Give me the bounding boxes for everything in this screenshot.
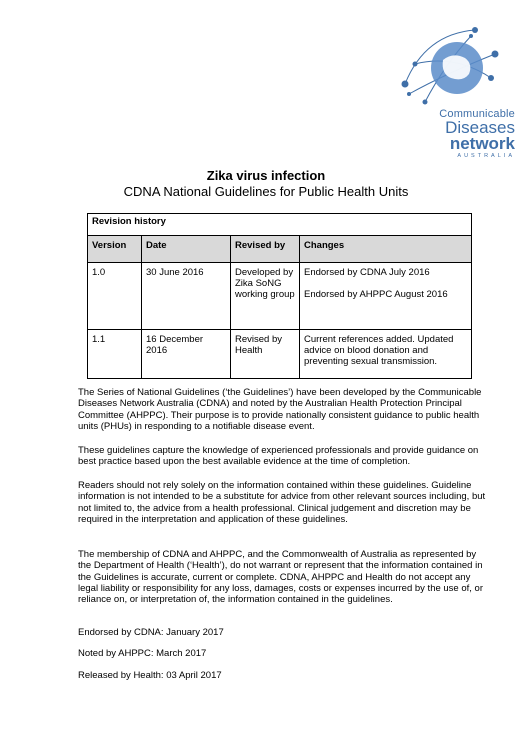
cdna-logo (385, 24, 515, 164)
header-revised-by: Revised by (231, 236, 300, 263)
change-item: Endorsed by CDNA July 2016 (304, 267, 430, 278)
released-by-health: Released by Health: 03 April 2017 (78, 670, 222, 681)
endorsed-by-cdna: Endorsed by CDNA: January 2017 (78, 627, 224, 638)
document-title: Zika virus infection (206, 168, 326, 183)
cell-revised-by: Revised by Health (231, 330, 300, 379)
change-item: Endorsed by AHPPC August 2016 (304, 289, 448, 300)
paragraph-purpose: The Series of National Guidelines (‘the Guidelines’) have been developed by the Communicable Diseases Network Australia (CDNA) and noted by the Australian Health Protection Principal Committee (AHPPC). Their purpose is to provide nationally consistent guidance to public health units (PHUs) in responding to a notifiable disease event. (78, 387, 482, 432)
revision-history-caption: Revision history (88, 214, 472, 236)
document-subtitle: CDNA National Guidelines for Public Health Units (123, 184, 409, 199)
table-header-row (88, 236, 472, 263)
header-changes: Changes (300, 236, 472, 263)
paragraph-knowledge: These guidelines capture the knowledge of experienced professionals and provide guidance on best practice based upon the best available evidence at the time of completion. (78, 445, 479, 468)
table-row (88, 330, 472, 379)
logo-line-communicable: Communicable (439, 108, 515, 120)
paragraph-disclaimer: The membership of CDNA and AHPPC, and the Commonwealth of Australia as represented by the Department of Health (‘Health’), do not warrant or represent that the information contained in the Guidelines is accurate, current or complete. CDNA, AHPPC and Health do not accept any legal liability or responsibility for any loss, damages, costs or expenses incurred by the use of, or reliance on, or interpretation of, the information contained in the guidelines. (78, 549, 484, 606)
header-date: Date (142, 236, 231, 263)
paragraph-readers: Readers should not rely solely on the information contained within these guidelines. Guideline information is not intended to be a substitute for advice from other relevant sources including, but not limited to, the advice from a health professional. Clinical judgement and discretion may be required in the interpretation and application of these guidelines. (78, 480, 486, 525)
cell-changes (300, 330, 472, 379)
cell-version: 1.0 (88, 263, 142, 330)
revision-history-table (87, 213, 472, 379)
cell-date: 30 June 2016 (142, 263, 231, 330)
cell-revised-by: Developed by Zika SoNG working group (231, 263, 300, 330)
header-version: Version (88, 236, 142, 263)
table-row (88, 263, 472, 330)
cell-version: 1.1 (88, 330, 142, 379)
logo-line-australia: AUSTRALIA (457, 153, 515, 159)
logo-wordmark (385, 108, 515, 160)
logo-line-diseases: Diseases (445, 118, 515, 137)
globe-network-icon (395, 24, 505, 108)
noted-by-ahppc: Noted by AHPPC: March 2017 (78, 648, 207, 659)
cell-changes (300, 263, 472, 330)
logo-line-network: network (449, 134, 515, 153)
change-item: Current references added. Updated advice on blood donation and preventing sexual transmission. (304, 334, 454, 367)
cell-date: 16 December 2016 (142, 330, 231, 379)
